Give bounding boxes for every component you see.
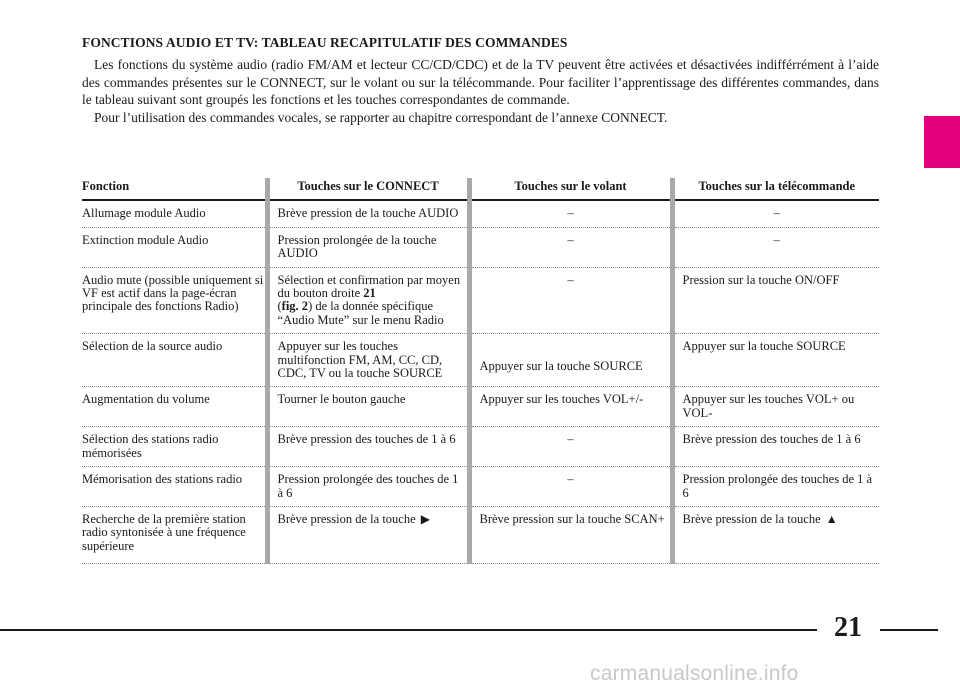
- cell-volant: –: [469, 200, 672, 227]
- cell-fonction: Extinction module Audio: [82, 227, 267, 267]
- cell-fonction: Audio mute (possible uniquement si VF est actif dans la page-écran principale des fonctions Radio): [82, 267, 267, 334]
- table-row: [82, 227, 879, 267]
- cell-connect: [267, 267, 469, 334]
- cell-telecommande: –: [672, 200, 879, 227]
- button-number-ref: 21: [363, 286, 376, 301]
- cell-connect: Brève pression des touches de 1 à 6: [267, 427, 469, 467]
- cell-volant: –: [469, 467, 672, 507]
- table-row: [82, 506, 879, 563]
- connect-text-post: ) de la donnée spécifique “Audio Mute” sur le menu Radio: [277, 299, 444, 327]
- cell-volant: Appuyer sur la touche SOURCE: [469, 334, 672, 387]
- table-row: [82, 334, 879, 387]
- cell-volant: –: [469, 427, 672, 467]
- cell-connect: Pression prolongée des touches de 1 à 6: [267, 467, 469, 507]
- footer-rule-left: [0, 629, 817, 631]
- cell-fonction: Sélection des stations radio mémorisées: [82, 427, 267, 467]
- watermark: carmanualsonline.info: [590, 662, 799, 685]
- telecommande-text: Brève pression de la touche: [682, 511, 821, 526]
- header-fonction: Fonction: [82, 178, 267, 200]
- cell-volant: Appuyer sur les touches VOL+/-: [469, 387, 672, 427]
- cell-telecommande: Appuyer sur la touche SOURCE: [672, 334, 879, 387]
- cell-fonction: Sélection de la source audio: [82, 334, 267, 387]
- intro-paragraph-2: Pour l’utilisation des commandes vocales, se rapporter au chapitre correspondant de l’annexe CONNECT.: [94, 109, 668, 125]
- cell-connect: [267, 506, 469, 563]
- header-telecommande: Touches sur la télécommande: [672, 178, 879, 200]
- connect-paren-open: (: [277, 299, 282, 314]
- page-number: 21: [834, 612, 862, 643]
- up-triangle-icon: ▲: [825, 511, 838, 526]
- intro-text: [82, 56, 879, 126]
- section-tab-marker: [924, 116, 960, 168]
- cell-telecommande: Pression sur la touche ON/OFF: [672, 267, 879, 334]
- connect-text: Brève pression de la touche: [277, 511, 416, 526]
- right-triangle-icon: ▶: [420, 511, 431, 526]
- table-row: [82, 200, 879, 227]
- header-connect: Touches sur le CONNECT: [267, 178, 469, 200]
- header-volant: Touches sur le volant: [469, 178, 672, 200]
- cell-telecommande: Appuyer sur les touches VOL+ ou VOL-: [672, 387, 879, 427]
- cell-connect: Appuyer sur les touches multifonction FM, AM, CC, CD, CDC, TV ou la touche SOURCE: [267, 334, 469, 387]
- cell-connect: Pression prolongée de la touche AUDIO: [267, 227, 469, 267]
- cell-volant: –: [469, 267, 672, 334]
- table-row: [82, 387, 879, 427]
- table-row: [82, 427, 879, 467]
- cell-telecommande: Brève pression des touches de 1 à 6: [672, 427, 879, 467]
- footer-rule-right: [880, 629, 938, 631]
- intro-paragraph-1: Les fonctions du système audio (radio FM/AM et lecteur CC/CD/CDC) et de la TV peuvent être activées et désactivées indifférrément à l’aide des commandes présentes sur le CONNECT, sur le volant ou sur la télécommande. Pour faciliter l’apprentissage des différentes commandes, dans le tableau suivant sont groupés les fonctions et les touches correspondantes de commande.: [82, 57, 879, 108]
- cell-fonction: Allumage module Audio: [82, 200, 267, 227]
- page-heading: FONCTIONS AUDIO ET TV: TABLEAU RECAPITULATIF DES COMMANDES: [82, 35, 568, 50]
- cell-volant: –: [469, 227, 672, 267]
- cell-fonction: Mémorisation des stations radio: [82, 467, 267, 507]
- cell-fonction: Augmentation du volume: [82, 387, 267, 427]
- cell-telecommande: –: [672, 227, 879, 267]
- cell-telecommande: Pression prolongée des touches de 1 à 6: [672, 467, 879, 507]
- commands-table: [82, 178, 879, 564]
- figure-ref: fig. 2: [281, 299, 309, 314]
- cell-fonction: Recherche de la première station radio syntonisée à une fréquence supérieure: [82, 506, 267, 563]
- connect-text-pre: Sélection et confirmation par moyen du bouton droite: [277, 272, 461, 301]
- table-header-row: [82, 178, 879, 200]
- cell-connect: Brève pression de la touche AUDIO: [267, 200, 469, 227]
- cell-telecommande: [672, 506, 879, 563]
- cell-volant: Brève pression sur la touche SCAN+: [469, 506, 672, 563]
- cell-connect: Tourner le bouton gauche: [267, 387, 469, 427]
- table-row: [82, 467, 879, 507]
- table-row: [82, 267, 879, 334]
